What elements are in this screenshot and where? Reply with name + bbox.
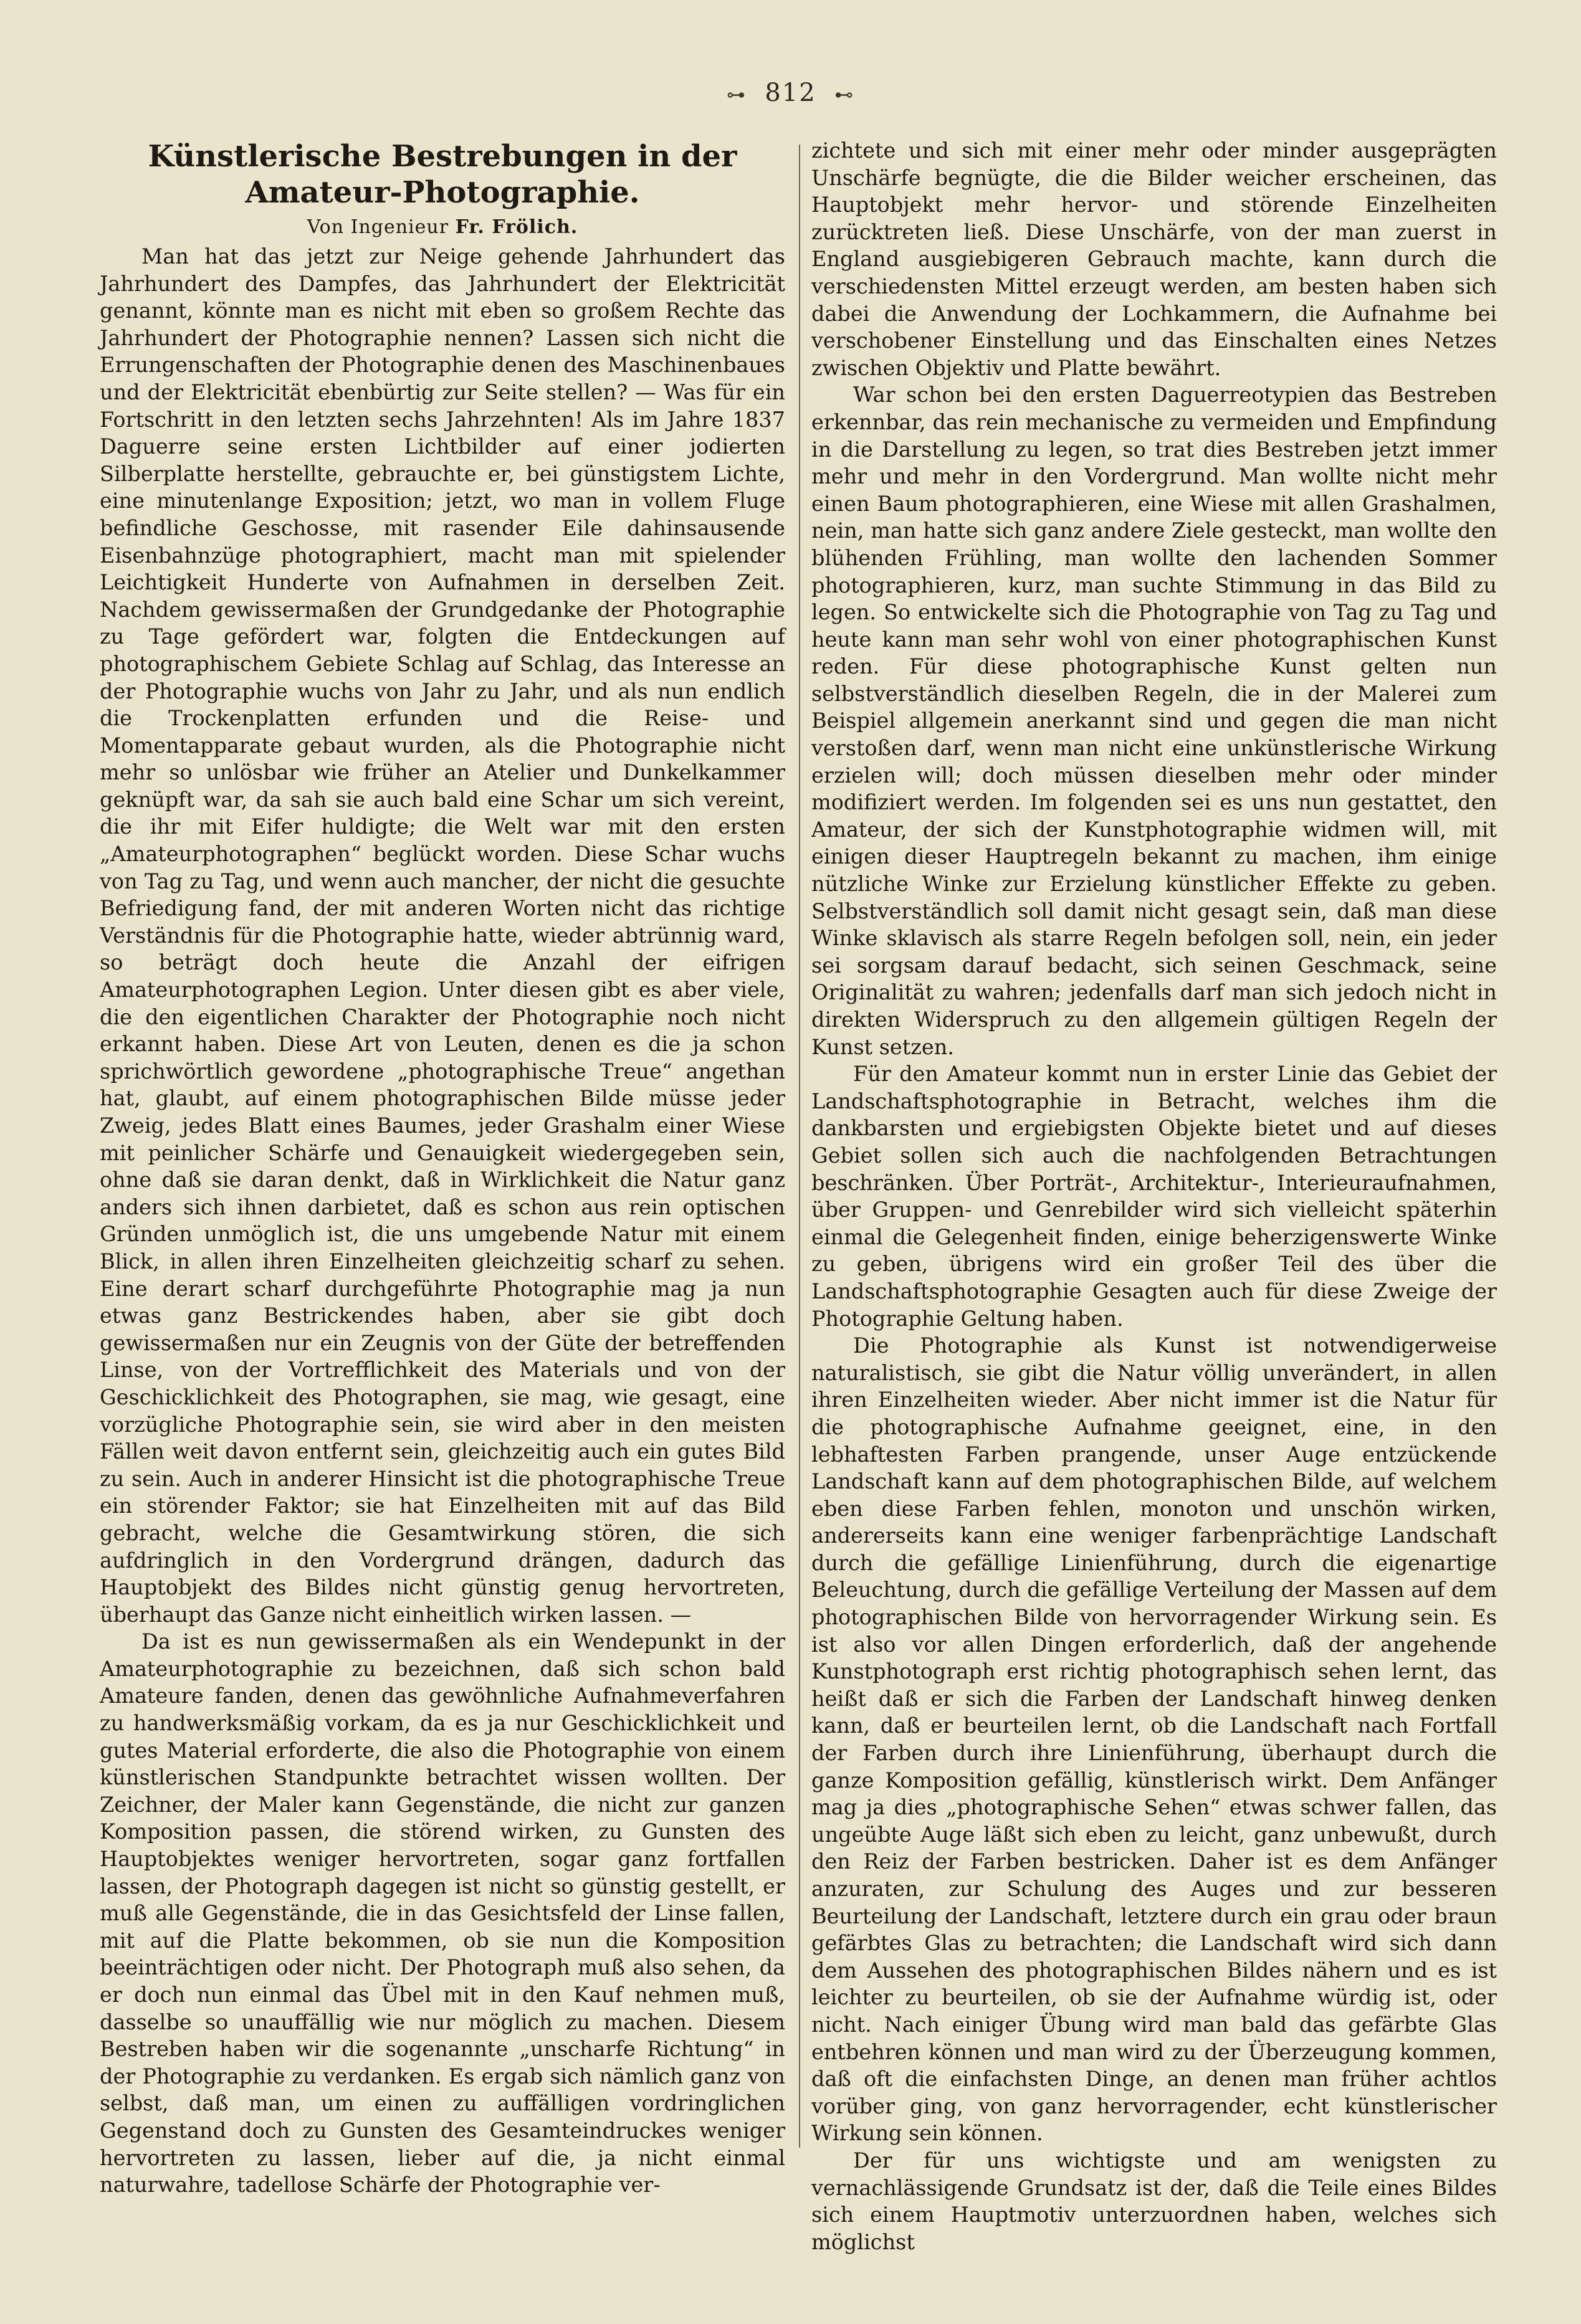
ornament-left-icon: ⊶ [726, 84, 747, 106]
right-column [811, 137, 1497, 2255]
paragraph: War schon bei den ersten Daguerreotypien das Bestreben erkennbar, das rein mechanische zu vermeiden und Empfindung in die Darstellung zu legen, so trat dies Bestreben jetzt immer mehr und mehr in den Vordergrund. Man wollte nicht mehr einen Baum photographieren, eine Wiese mit allen Grashalmen, nein, man hatte sich ganz andere Ziele gesteckt, man wollte den blühenden Frühling, man wollte den lachenden Sommer photographieren, kurz, man suchte Stimmung in das Bild zu legen. So entwickelte sich die Photographie von Tag zu Tag und heute kann man sehr wohl von einer photographischen Kunst reden. Für diese photographische Kunst gelten nun selbstverständlich dieselben Regeln, die in der Malerei zum Beispiel allgemein anerkannt sind und gegen die man nicht verstoßen darf, wenn man nicht eine unkünstlerische Wirkung erzielen will; doch müssen dieselben mehr oder minder modifiziert werden. Im folgenden sei es uns nun gestattet, den Amateur, der sich der Kunstphotographie widmen will, mit einigen dieser Hauptregeln bekannt zu machen, ihm einige nützliche Winke zur Erzielung künstlicher Effekte zu geben. Selbstverständlich soll damit nicht gesagt sein, daß man diese Winke sklavisch als starre Regeln befolgen soll, nein, ein jeder sei sorgsam darauf bedacht, sich seinen Geschmack, seine Originalität zu wahren; jedenfalls darf man sich jedoch nicht in direkten Widerspruch zu den allgemein gültigen Regeln der Kunst setzen. [811, 383, 1497, 1059]
column-divider [799, 145, 800, 2148]
paragraph: Für den Amateur kommt nun in erster Linie das Gebiet der Landschaftsphotographie in Betracht, welches ihm die dankbarsten und ergiebigsten Objekte bietet und auf dieses Gebiet sollen sich auch die nachfolgenden Betrachtungen beschränken. Über Porträt-, Architektur-, Interieuraufnahmen, über Gruppen- und Genrebilder wird sich vielleicht späterhin einmal die Gelegenheit finden, einige beherzigenswerte Winke zu geben, übrigens wird ein großer Teil des über die Landschaftsphotographie Gesagten auch für diese Zweige der Photographie Geltung haben. [811, 1062, 1497, 1331]
page-number: 812 [765, 79, 816, 107]
paragraph: Da ist es nun gewissermaßen als ein Wendepunkt in der Amateurphotographie zu bezeichnen, daß sich schon bald Amateure fanden, denen das gewöhnliche Aufnahmeverfahren zu handwerksmäßig vorkam, da es ja nur Geschicklichkeit und gutes Material erforderte, die also die Photographie von einem künstlerischen Standpunkte betrachtet wissen wollten. Der Zeichner, der Maler kann Gegenstände, die nicht zur ganzen Komposition passen, die störend wirken, zu Gunsten des Hauptobjektes weniger hervortreten, sogar ganz fortfallen lassen, der Photograph dagegen ist nicht so günstig gestellt, er muß alle Gegenstände, die in das Gesichtsfeld der Linse fallen, mit auf die Platte bekommen, ob sie nun die Komposition beeinträchtigen oder nicht. Der Photograph muß also sehen, da er doch nun einmal das Übel mit in den Kauf nehmen muß, dasselbe so unauffällig wie nur möglich zu machen. Diesem Bestreben haben wir die sogenannte „unscharfe Richtung“ in der Photographie zu verdanken. Es ergab sich nämlich ganz von selbst, daß man, um einen zu auffälligen vordringlichen Gegenstand doch zu Gunsten des Gesamteindruckes weniger hervortreten zu lassen, lieber auf die, ja nicht einmal naturwahre, tadellose Schärfe der Photographie ver- [100, 1629, 785, 2198]
author-prefix: Von Ingenieur [307, 216, 449, 238]
left-column [100, 137, 785, 2199]
article-title: Künstlerische Bestrebungen in der Amateur-Photographie. [148, 139, 737, 210]
author-name: Fr. Frölich. [455, 216, 578, 238]
paragraph: zichtete und sich mit einer mehr oder minder ausgeprägten Unschärfe begnügte, die die Bilder weicher erscheinen, das Hauptobjekt mehr hervor- und störende Einzelheiten zurücktreten ließ. Diese Unschärfe, von der man zuerst in England ausgiebigeren Gebrauch machte, kann durch die verschiedensten Mittel erzeugt werden, am besten haben sich dabei die Anwendung der Lochkammern, die Aufnahme bei verschobener Einstellung und das Einschalten eines Netzes zwischen Objektiv und Platte bewährt. [811, 138, 1497, 380]
paragraph: Man hat das jetzt zur Neige gehende Jahrhundert das Jahrhundert des Dampfes, das Jahrhundert der Elektricität genannt, könnte man es nicht mit eben so großem Rechte das Jahrhundert der Photographie nennen? Lassen sich nicht die Errungenschaften der Photographie denen des Maschinenbaues und der Elektricität ebenbürtig zur Seite stellen? — Was für ein Fortschritt in den letzten sechs Jahrzehnten! Als im Jahre 1837 Daguerre seine ersten Lichtbilder auf einer jodierten Silberplatte herstellte, gebrauchte er, bei günstigstem Lichte, eine minutenlange Exposition; jetzt, wo man in vollem Fluge befindliche Geschosse, mit rasender Eile dahinsausende Eisenbahnzüge photographiert, macht man mit spielender Leichtigkeit Hunderte von Aufnahmen in derselben Zeit. Nachdem gewissermaßen der Grundgedanke der Photographie zu Tage gefördert war, folgten die Entdeckungen auf photographischem Gebiete Schlag auf Schlag, das Interesse an der Photographie wuchs von Jahr zu Jahr, und als nun endlich die Trockenplatten erfunden und die Reise- und Momentapparate gebaut wurden, als die Photographie nicht mehr so unlösbar wie früher an Atelier und Dunkelkammer geknüpft war, da sah sie auch bald eine Schar um sich vereint, die ihr mit Eifer huldigte; die Welt war mit den ersten „Amateurphotographen“ beglückt worden. Diese Schar wuchs von Tag zu Tag, und wenn auch mancher, der nicht die gesuchte Befriedigung fand, der mit anderen Worten nicht das richtige Verständnis für die Photographie hatte, wieder abtrünnig ward, so beträgt doch heute die Anzahl der eifrigen Amateurphotographen Legion. Unter diesen gibt es aber viele, die den eigentlichen Charakter der Photographie noch nicht erkannt haben. Diese Art von Leuten, denen es die ja schon sprichwörtlich gewordene „photographische Treue“ angethan hat, glaubt, auf einem photographischen Bilde müsse jeder Zweig, jedes Blatt eines Baumes, jeder Grashalm einer Wiese mit peinlicher Schärfe und Genauigkeit wiedergegeben sein, ohne daß sie daran denkt, daß in Wirklichkeit die Natur ganz anders sich ihnen darbietet, daß es schon aus rein optischen Gründen unmöglich ist, die uns umgebende Natur mit einem Blick, in allen ihren Einzelheiten gleichzeitig scharf zu sehen. Eine derart scharf durchgeführte Photographie mag ja nun etwas ganz Bestrickendes haben, aber sie gibt doch gewissermaßen nur ein Zeugnis von der Güte der betreffenden Linse, von der Vortrefflichkeit des Materials und von der Geschicklichkeit des Photographen, sie mag, wie gesagt, eine vorzügliche Photographie sein, sie wird aber in den meisten Fällen weit davon entfernt sein, gleichzeitig auch ein gutes Bild zu sein. Auch in anderer Hinsicht ist die photographische Treue ein störender Faktor; sie hat Einzelheiten mit auf das Bild gebracht, welche die Gesamtwirkung stören, die sich aufdringlich in den Vordergrund drängen, dadurch das Hauptobjekt des Bildes nicht günstig genug hervortreten, überhaupt das Ganze nicht einheitlich wirken lassen. — [100, 244, 785, 1627]
article-author [100, 214, 785, 240]
paragraph: Die Photographie als Kunst ist notwendigerweise naturalistisch, sie gibt die Natur völlig unverändert, in allen ihren Einzelheiten wieder. Aber nicht immer ist die Natur für die photographische Aufnahme geeignet, eine, in den lebhaftesten Farben prangende, unser Auge entzückende Landschaft kann auf dem photographischen Bilde, auf welchem eben diese Farben fehlen, monoton und unschön wirken, andererseits kann eine weniger farbenprächtige Landschaft durch die gefällige Linienführung, durch die eigenartige Beleuchtung, durch die gefällige Verteilung der Massen auf dem photographischen Bilde von hervorragender Wirkung sein. Es ist also vor allen Dingen erforderlich, daß der angehende Kunstphotograph erst richtig photographisch sehen lernt, das heißt daß er sich die Farben der Landschaft hinweg denken kann, daß er beurteilen lernt, ob die Landschaft nach Fortfall der Farben durch ihre Linienführung, überhaupt durch die ganze Komposition gefällig, künstlerisch wirkt. Dem Anfänger mag ja dies „photographische Sehen“ etwas schwer fallen, das ungeübte Auge läßt sich eben zu leicht, ganz unbewußt, durch den Reiz der Farben bestricken. Daher ist es dem Anfänger anzuraten, zur Schulung des Auges und zur besseren Beurteilung der Landschaft, letztere durch ein grau oder braun gefärbtes Glas zu betrachten; die Landschaft wird sich dann dem Aussehen des photographischen Bildes nähern und es ist leichter zu beurteilen, ob sie der Aufnahme würdig ist, oder nicht. Nach einiger Übung wird man bald das gefärbte Glas entbehren können und man wird zu der Überzeugung kommen, daß oft die einfachsten Dinge, an denen man früher achtlos vorüber ging, von ganz hervorragender, echt künstlerischer Wirkung sein können. [811, 1333, 1497, 2146]
page-number-header [0, 79, 1581, 107]
paragraph: Der für uns wichtigste und am wenigsten zu vernachlässigende Grundsatz ist der, daß die Teile eines Bildes sich einem Hauptmotiv unterzuordnen haben, welches sich möglichst [811, 2148, 1497, 2254]
ornament-right-icon: ⊷ [834, 84, 855, 106]
